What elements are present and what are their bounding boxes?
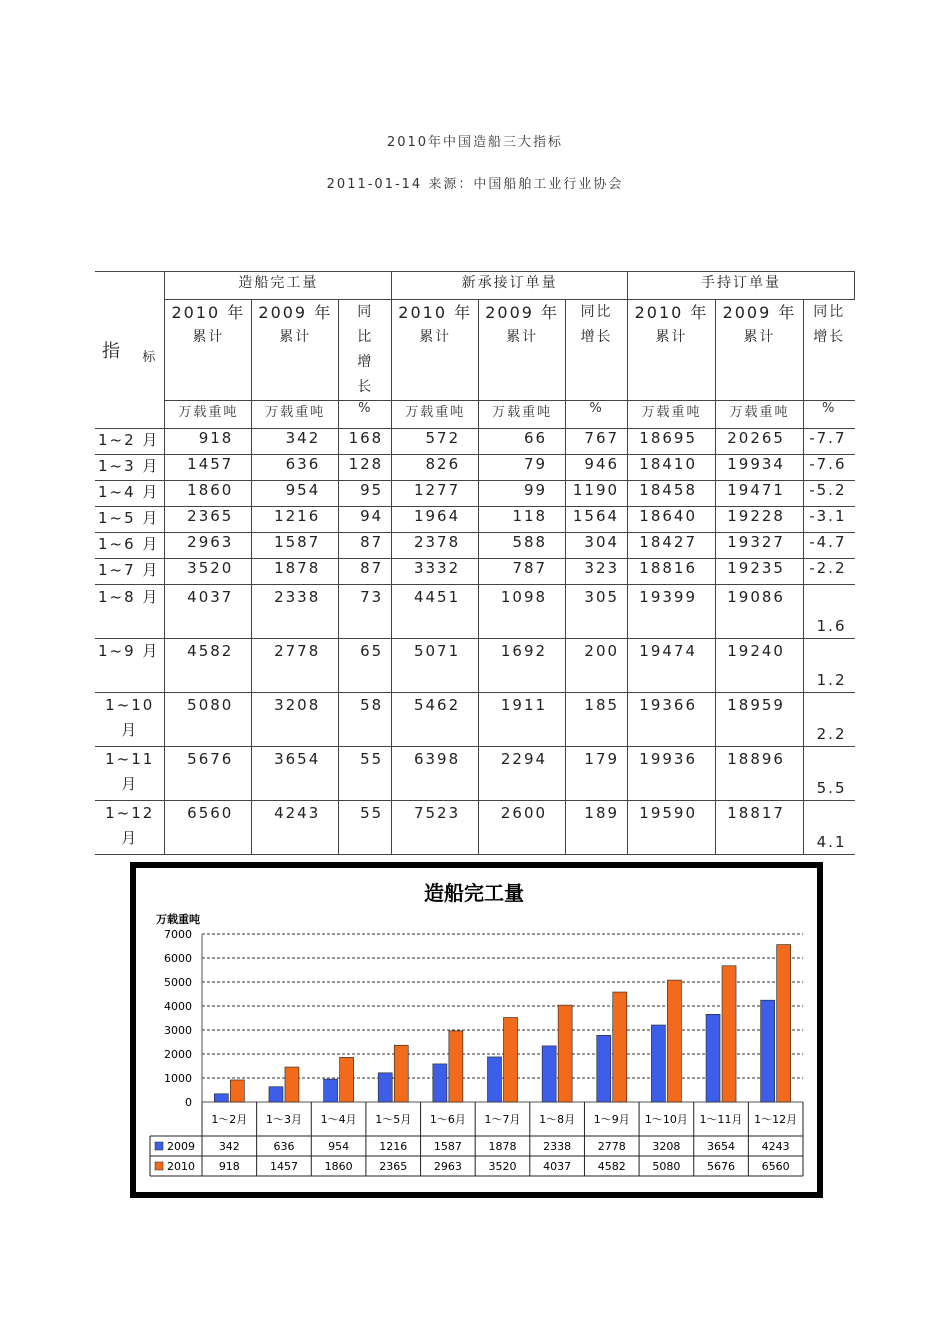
table-cell: 2.2: [803, 693, 854, 747]
col-header-2010-backlog: [628, 300, 716, 401]
col-header-growth-new-orders: [566, 300, 628, 401]
table-cell: 19235: [716, 559, 804, 585]
table-cell: 954: [252, 481, 339, 507]
y-axis-label: 万载重吨: [156, 913, 200, 926]
table-cell: 19934: [716, 455, 804, 481]
legend-swatch-2009: [155, 1142, 163, 1150]
row-label-cell: 1~5 月: [95, 507, 165, 533]
bar-2010: [340, 1057, 354, 1102]
row-label-cell: [95, 585, 165, 639]
table-cell: 826: [392, 455, 479, 481]
chart-frame: [130, 862, 823, 1198]
x-category-label: 1～8月: [539, 1113, 576, 1126]
col-header-2009-backlog: [716, 300, 804, 401]
col-header-2010-cumulative: 累计: [655, 329, 688, 345]
table-cell: 95: [339, 481, 392, 507]
chart-panel: [136, 868, 817, 1192]
row-label-suffix: 月: [121, 721, 139, 739]
col-header-2010-cumulative: 累计: [192, 329, 225, 345]
table-row: [95, 429, 855, 455]
table-cell: 200: [566, 639, 628, 693]
col-header-growth-line2: 增长: [813, 329, 846, 345]
document-subtitle: 2011-01-14 来源：中国船舶工业行业协会: [326, 177, 624, 192]
col-header-2010-year: 2010 年: [634, 303, 709, 322]
table-cell: 5.5: [803, 747, 854, 801]
col-header-2010-cumulative: 累计: [419, 329, 452, 345]
table-cell: 18640: [628, 507, 716, 533]
row-label-cell: [95, 801, 165, 855]
data-table-value: 1878: [488, 1140, 517, 1153]
row-label-cell: [95, 747, 165, 801]
table-cell: 19086: [716, 585, 804, 639]
x-category-label: 1～2月: [211, 1113, 248, 1126]
table-cell: 18427: [628, 533, 716, 559]
group-header-new-orders: 新承接订单量: [392, 272, 628, 300]
table-cell: 3332: [392, 559, 479, 585]
table-cell: 4243: [252, 801, 339, 855]
table-cell: 179: [566, 747, 628, 801]
data-table-value: 5080: [652, 1160, 681, 1173]
table-cell: 4582: [165, 639, 252, 693]
row-label-cell: 1~2 月: [95, 429, 165, 455]
table-row: [95, 533, 855, 559]
col-header-growth-char: 比: [357, 329, 374, 345]
table-cell: 5462: [392, 693, 479, 747]
table-cell: 18817: [716, 801, 804, 855]
table-cell: 87: [339, 533, 392, 559]
table-cell: 3208: [252, 693, 339, 747]
group-header-backlog: 手持订单量: [628, 272, 855, 300]
table-cell: 3520: [165, 559, 252, 585]
legend-swatch-2010: [155, 1162, 163, 1170]
table-cell: 18816: [628, 559, 716, 585]
table-cell: 19474: [628, 639, 716, 693]
y-tick-label: 6000: [164, 952, 192, 965]
table-cell: 18458: [628, 481, 716, 507]
data-table-value: 918: [218, 1160, 240, 1173]
table-cell: 4451: [392, 585, 479, 639]
col-header-2009-year: 2009 年: [258, 303, 333, 322]
row-label: 1~10: [105, 696, 155, 714]
table-cell: 305: [566, 585, 628, 639]
col-header-2009-year: 2009 年: [722, 303, 797, 322]
data-table-value: 1216: [379, 1140, 408, 1153]
col-header-growth-char: 长: [357, 379, 374, 395]
table-cell: 1190: [566, 481, 628, 507]
data-table-value: 342: [218, 1140, 240, 1153]
table-cell: 73: [339, 585, 392, 639]
bar-2010: [285, 1067, 299, 1102]
group-header-completion: 造船完工量: [165, 272, 392, 300]
bar-2009: [706, 1014, 720, 1102]
y-tick-label: 7000: [164, 928, 192, 941]
bar-2010: [230, 1080, 244, 1102]
table-cell: 5080: [165, 693, 252, 747]
table-cell: 55: [339, 801, 392, 855]
bar-2010: [777, 945, 791, 1102]
bar-2009: [433, 1064, 447, 1102]
y-tick-label: 5000: [164, 976, 192, 989]
bar-2009: [324, 1079, 338, 1102]
data-table-value: 3208: [652, 1140, 681, 1153]
data-table-value: 4582: [597, 1160, 626, 1173]
legend-label: 2009: [167, 1140, 195, 1153]
table-cell: -5.2: [803, 481, 854, 507]
data-table-value: 3520: [488, 1160, 517, 1173]
table-cell: 1964: [392, 507, 479, 533]
table-cell: 1277: [392, 481, 479, 507]
table-row: [95, 801, 855, 855]
table-cell: 19399: [628, 585, 716, 639]
bar-2010: [722, 966, 736, 1102]
table-cell: 19936: [628, 747, 716, 801]
table-cell: 1457: [165, 455, 252, 481]
table-cell: 20265: [716, 429, 804, 455]
data-table-value: 2338: [543, 1140, 572, 1153]
data-table-value: 4243: [761, 1140, 790, 1153]
table-cell: 787: [479, 559, 566, 585]
table-cell: 1587: [252, 533, 339, 559]
table-cell: 94: [339, 507, 392, 533]
table-row: [95, 455, 855, 481]
col-header-growth-line2: 增长: [580, 329, 613, 345]
col-header-growth-line1: 同比: [813, 304, 846, 320]
table-cell: 19240: [716, 639, 804, 693]
y-tick-label: 2000: [164, 1048, 192, 1061]
table-cell: 1.2: [803, 639, 854, 693]
table-cell: 2365: [165, 507, 252, 533]
table-cell: -3.1: [803, 507, 854, 533]
col-header-2009-year: 2009 年: [485, 303, 560, 322]
table-cell: 65: [339, 639, 392, 693]
unit-cell-backlog-0: 万载重吨: [628, 401, 716, 429]
bar-2009: [542, 1046, 556, 1102]
table-cell: 19228: [716, 507, 804, 533]
data-table-value: 636: [273, 1140, 295, 1153]
unit-cell-completion-1: 万载重吨: [252, 401, 339, 429]
y-tick-label: 4000: [164, 1000, 192, 1013]
col-header-growth-backlog: [803, 300, 854, 401]
table-cell: -2.2: [803, 559, 854, 585]
bar-2009: [761, 1000, 775, 1102]
table-cell: 946: [566, 455, 628, 481]
table-cell: 18410: [628, 455, 716, 481]
table-cell: 58: [339, 693, 392, 747]
table-cell: 168: [339, 429, 392, 455]
table-cell: 2778: [252, 639, 339, 693]
table-cell: -4.7: [803, 533, 854, 559]
bar-2010: [558, 1005, 572, 1102]
data-table-value: 4037: [543, 1160, 572, 1173]
row-label: 1~11: [105, 750, 155, 768]
table-cell: 2963: [165, 533, 252, 559]
col-header-2009-cumulative: 累计: [743, 329, 776, 345]
table-row: [95, 559, 855, 585]
table-cell: 5071: [392, 639, 479, 693]
table-cell: 1098: [479, 585, 566, 639]
row-label-cell: 1~6 月: [95, 533, 165, 559]
col-header-growth-char: 同: [357, 304, 374, 320]
row-label-cell: [95, 693, 165, 747]
table-cell: 185: [566, 693, 628, 747]
x-category-label: 1～10月: [644, 1113, 688, 1126]
col-header-2009-cumulative: 累计: [279, 329, 312, 345]
table-cell: 1216: [252, 507, 339, 533]
data-table-value: 1457: [269, 1160, 298, 1173]
table-cell: 55: [339, 747, 392, 801]
row-label-cell: [95, 639, 165, 693]
unit-cell-completion-2: %: [339, 401, 392, 429]
data-table-value: 5676: [707, 1160, 736, 1173]
row-label-cell: 1~4 月: [95, 481, 165, 507]
table-row: [95, 639, 855, 693]
table-cell: 304: [566, 533, 628, 559]
document-title: 2010年中国造船三大指标: [386, 135, 564, 150]
bar-2009: [488, 1057, 502, 1102]
x-category-label: 1～7月: [484, 1113, 521, 1126]
table-cell: 1911: [479, 693, 566, 747]
table-cell: 5676: [165, 747, 252, 801]
table-cell: 18695: [628, 429, 716, 455]
data-table-value: 2778: [597, 1140, 626, 1153]
col-header-2010-year: 2010 年: [171, 303, 246, 322]
unit-cell-backlog-1: 万载重吨: [716, 401, 804, 429]
data-table-value: 3654: [707, 1140, 736, 1153]
table-cell: 128: [339, 455, 392, 481]
x-category-label: 1～3月: [265, 1113, 302, 1126]
table-cell: 1.6: [803, 585, 854, 639]
table-cell: 4037: [165, 585, 252, 639]
row-header-label-2: 标: [142, 350, 158, 365]
col-header-2009-new-orders: [479, 300, 566, 401]
bar-2009: [597, 1035, 611, 1102]
unit-cell-backlog-2: %: [803, 401, 854, 429]
table-cell: 588: [479, 533, 566, 559]
bar-2010: [394, 1045, 408, 1102]
bar-2010: [613, 992, 627, 1102]
table-cell: 6398: [392, 747, 479, 801]
bar-2010: [504, 1018, 518, 1102]
table-cell: 3654: [252, 747, 339, 801]
x-category-label: 1～4月: [320, 1113, 357, 1126]
x-category-label: 1～11月: [699, 1113, 743, 1126]
table-cell: 2294: [479, 747, 566, 801]
table-cell: 767: [566, 429, 628, 455]
table-row: [95, 693, 855, 747]
data-table-value: 2963: [433, 1160, 462, 1173]
table-cell: 19471: [716, 481, 804, 507]
row-label-suffix: 月: [121, 775, 139, 793]
row-label-suffix: 月: [121, 829, 139, 847]
data-table-value: 1587: [433, 1140, 462, 1153]
table-cell: 4.1: [803, 801, 854, 855]
table-cell: 2378: [392, 533, 479, 559]
table-cell: 636: [252, 455, 339, 481]
row-label-cell: 1~3 月: [95, 455, 165, 481]
unit-cell-new-orders-1: 万载重吨: [479, 401, 566, 429]
y-tick-label: 3000: [164, 1024, 192, 1037]
table-row: [95, 507, 855, 533]
data-table-value: 954: [328, 1140, 350, 1153]
bar-2009: [378, 1073, 392, 1102]
table-cell: 189: [566, 801, 628, 855]
table-cell: 1860: [165, 481, 252, 507]
unit-cell-completion-0: 万载重吨: [165, 401, 252, 429]
table-cell: 18896: [716, 747, 804, 801]
table-row: [95, 747, 855, 801]
col-header-2010-new-orders: [392, 300, 479, 401]
y-tick-label: 1000: [164, 1072, 192, 1085]
col-header-growth-line1: 同比: [580, 304, 613, 320]
table-cell: 2338: [252, 585, 339, 639]
col-header-growth-completion: [339, 300, 392, 401]
table-cell: 19366: [628, 693, 716, 747]
table-cell: 18959: [716, 693, 804, 747]
data-table-value: 6560: [761, 1160, 790, 1173]
x-category-label: 1～9月: [593, 1113, 630, 1126]
col-header-growth-char: 增: [357, 354, 374, 370]
chart-title: 造船完工量: [424, 881, 524, 905]
shipbuilding-indicators-table: [95, 271, 855, 855]
x-category-label: 1～5月: [375, 1113, 412, 1126]
table-cell: 2600: [479, 801, 566, 855]
y-tick-label: 0: [185, 1096, 192, 1109]
table-cell: 19327: [716, 533, 804, 559]
col-header-2010-completion: [165, 300, 252, 401]
bar-2010: [449, 1031, 463, 1102]
legend-label: 2010: [167, 1160, 195, 1173]
table-cell: 118: [479, 507, 566, 533]
x-category-label: 1～6月: [429, 1113, 466, 1126]
table-cell: -7.6: [803, 455, 854, 481]
col-header-2009-completion: [252, 300, 339, 401]
bar-2009: [651, 1025, 665, 1102]
table-row: [95, 481, 855, 507]
row-label-cell: 1~7 月: [95, 559, 165, 585]
table-cell: 1878: [252, 559, 339, 585]
table-cell: 19590: [628, 801, 716, 855]
table-cell: 6560: [165, 801, 252, 855]
data-table-value: 2365: [379, 1160, 408, 1173]
unit-cell-new-orders-2: %: [566, 401, 628, 429]
table-cell: -7.7: [803, 429, 854, 455]
table-cell: 1692: [479, 639, 566, 693]
table-cell: 66: [479, 429, 566, 455]
table-cell: 1564: [566, 507, 628, 533]
table-cell: 79: [479, 455, 566, 481]
table-cell: 572: [392, 429, 479, 455]
table-cell: 323: [566, 559, 628, 585]
table-cell: 7523: [392, 801, 479, 855]
table-cell: 918: [165, 429, 252, 455]
shipbuilding-completion-chart: [136, 868, 817, 1192]
table-cell: 87: [339, 559, 392, 585]
col-header-2009-cumulative: 累计: [506, 329, 539, 345]
bar-2009: [214, 1094, 228, 1102]
bar-2010: [667, 980, 681, 1102]
row-header-label: 指: [101, 341, 122, 362]
col-header-2010-year: 2010 年: [398, 303, 473, 322]
table-cell: 342: [252, 429, 339, 455]
row-label: 1~8 月: [98, 588, 160, 606]
row-label: 1~12: [105, 804, 155, 822]
row-header-cell: [95, 272, 165, 429]
row-label: 1~9 月: [98, 642, 160, 660]
bar-2009: [269, 1087, 283, 1102]
table-row: [95, 585, 855, 639]
data-table-value: 1860: [324, 1160, 353, 1173]
unit-cell-new-orders-0: 万载重吨: [392, 401, 479, 429]
table-cell: 99: [479, 481, 566, 507]
x-category-label: 1～12月: [754, 1113, 798, 1126]
